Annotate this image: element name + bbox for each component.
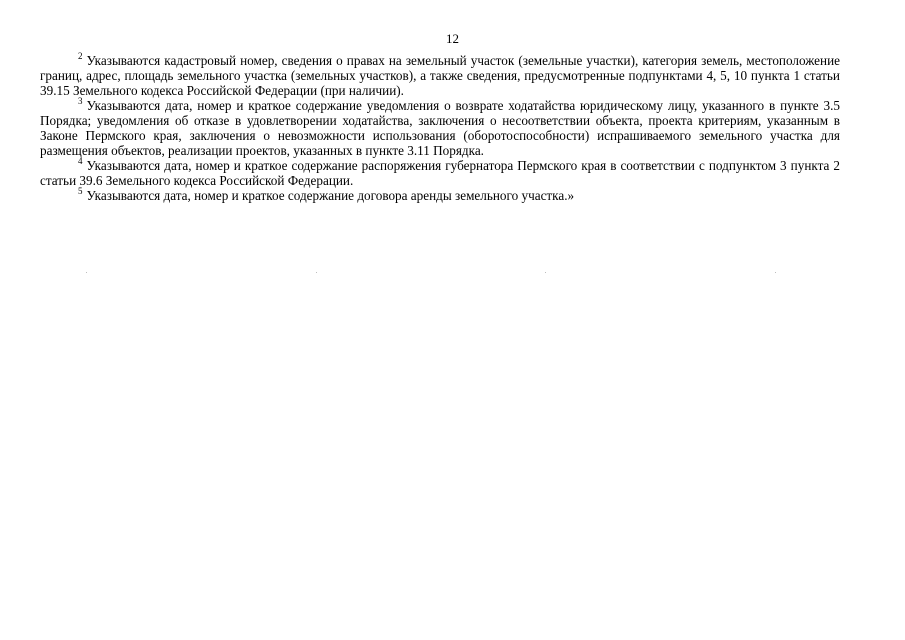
footnote-text: Указываются дата, номер и краткое содержание договора аренды земельного участка.» [86, 188, 575, 203]
footnote-mark: 3 [78, 96, 83, 106]
footnote-4 [40, 158, 840, 188]
footnote-text: Указываются дата, номер и краткое содержание распоряжения губернатора Пермского края в соответствии с подпунктом 3 пункта 2 статьи 39.6 Земельного кодекса Российской Федерации. [40, 158, 840, 188]
footnote-mark: 2 [78, 51, 83, 61]
scan-speck [775, 272, 776, 273]
page-number: 12 [446, 31, 459, 46]
footnote-text: Указываются дата, номер и краткое содержание уведомления о возврате ходатайства юридическому лицу, указанного в пункте 3.5 Порядка; уведомления об отказе в удовлетворении ходатайства, заключения о несоответствии объекта, проекта критериям, указанным в Законе Пермского края, заключения о невозможности использования (оборотоспособности) испрашиваемого земельного участка для размещения объектов, реализации проектов, указанных в пункте 3.11 Порядка. [40, 98, 840, 158]
scan-speck [86, 272, 87, 273]
scan-speck [545, 272, 546, 273]
footnote-mark: 4 [78, 156, 83, 166]
footnote-5 [40, 188, 840, 203]
footnotes-block [40, 53, 840, 203]
footnote-text: Указываются кадастровый номер, сведения о правах на земельный участок (земельные участки), категория земель, местоположение границ, адрес, площадь земельного участка (земельных участков), а также сведения, предусмотренные подпунктами 4, 5, 10 пункта 1 статьи 39.15 Земельного кодекса Российской Федерации (при наличии). [40, 53, 840, 98]
footnote-2 [40, 53, 840, 98]
scan-speck [316, 272, 317, 273]
footnote-3 [40, 98, 840, 158]
footnote-mark: 5 [78, 186, 83, 196]
